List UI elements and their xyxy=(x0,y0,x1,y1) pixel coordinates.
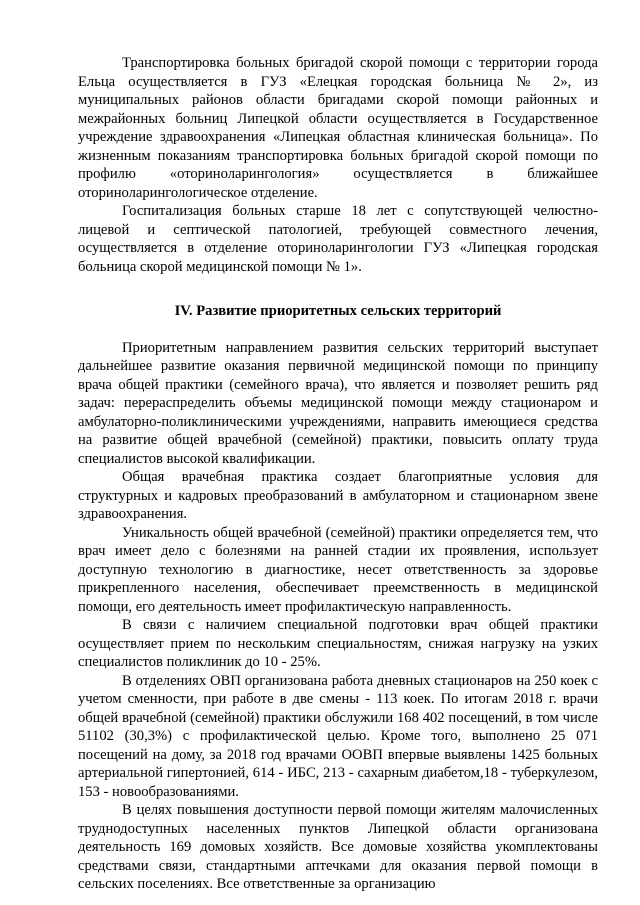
paragraph: Общая врачебная практика создает благоприятные условия для структурных и кадровых преобразований в амбулаторном и стационарном звене здравоохранения. xyxy=(78,469,598,522)
paragraph: Уникальность общей врачебной (семейной) практики определяется тем, что врач имеет дело с болезнями на ранней стадии их проявления, использует доступную технологию в диагностике, несет ответственность за здоровье прикрепленного населения, обеспечивает преемственность в медицинской помощи, его деятельность имеет профилактическую направленность. xyxy=(78,524,598,615)
paragraph: Транспортировка больных бригадой скорой помощи с территории города Ельца осуществляется в ГУЗ «Елецкая городская больница № 2», из муниципальных районов области бригадами скорой помощи районных и межрайонных больниц Липецкой области осуществляется в Государственное учреждение здравоохранения «Липецкая областная клиническая больница». По жизненным показаниям транспортировка больных бригадой скорой помощи по профилю «оториноларингология» осуществляется в ближайшее оториноларингологическое отделение. xyxy=(78,55,598,201)
section-heading: IV. Развитие приоритетных сельских территорий xyxy=(174,303,502,319)
paragraph: В связи с наличием специальной подготовки врач общей практики осуществляет прием по нескольким специальностям, снижая нагрузку на узких специалистов поликлиник до 10 - 25%. xyxy=(78,617,598,670)
document-body xyxy=(78,54,598,894)
paragraph: Приоритетным направлением развития сельских территорий выступает дальнейшее развитие оказания первичной медицинской помощи по принципу врача общей практики (семейного врача), что является и позволяет решить ряд задач: перераспределить объемы медицинской помощи между стационаром и амбулаторно-поликлиническими учреждениями, направить имеющиеся средства на развитие общей врачебной (семейной) практики, повысить оплату труда специалистов высокой квалификации. xyxy=(78,339,598,467)
paragraph: Госпитализация больных старше 18 лет с сопутствующей челюстно-лицевой и септической патологией, требующей совместного лечения, осуществляется в отделение оториноларингологии ГУЗ «Липецкая городская больница скорой медицинской помощи № 1». xyxy=(78,203,598,275)
paragraph: В отделениях ОВП организована работа дневных стационаров на 250 коек с учетом сменности, при работе в две смены - 113 коек. По итогам 2018 г. врачи общей врачебной (семейной) практики обслужили 168 402 посещений, в том числе 51102 (30,3%) с профилактической целью. Кроме того, выполнено 25 071 посещений на дому, за 2018 год врачами ООВП впервые выявлены 1425 больных артериальной гипертонией, 614 - ИБС, 213 - сахарным диабетом,18 - туберкулезом, 153 - новообразованиями. xyxy=(78,672,598,800)
paragraph: В целях повышения доступности первой помощи жителям малочисленных труднодоступных населенных пунктов Липецкой области организована деятельность 169 домовых хозяйств. Все домовые хозяйства укомплектованы средствами связи, стандартными аптечками для оказания первой помощи в сельских поселениях. Все ответственные за организацию xyxy=(78,802,598,892)
